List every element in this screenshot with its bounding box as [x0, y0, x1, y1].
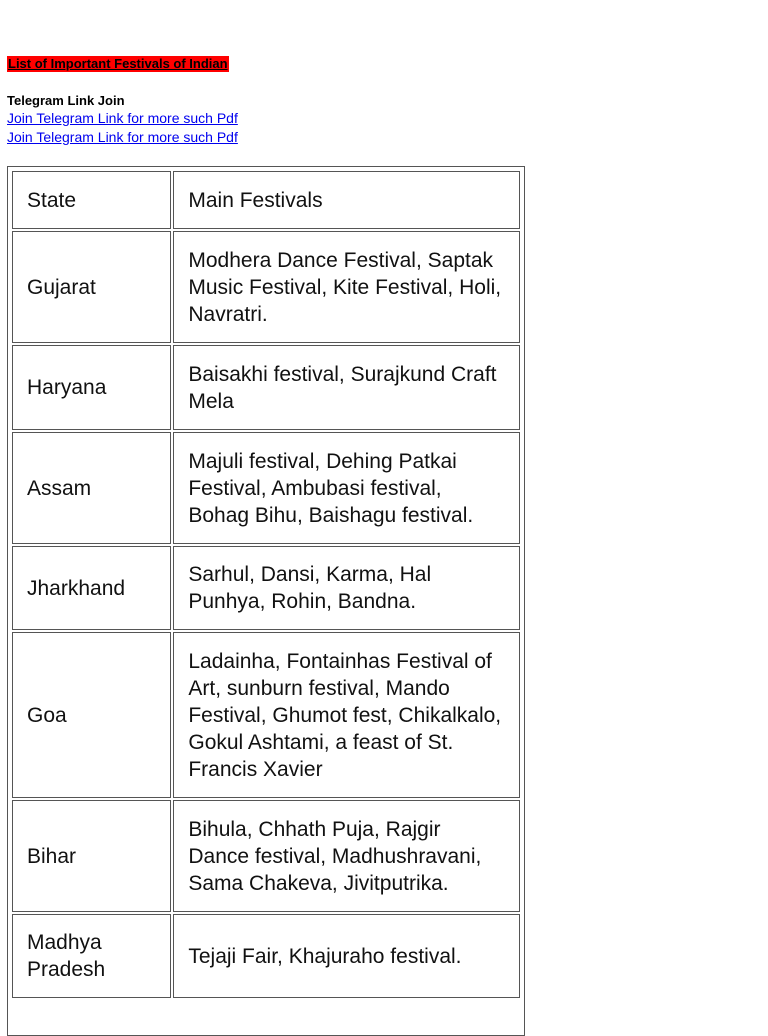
- table-row: [12, 800, 520, 912]
- table-row: [12, 914, 520, 998]
- column-header-festivals: Main Festivals: [173, 171, 520, 229]
- festivals-cell: Sarhul, Dansi, Karma, Hal Punhya, Rohin, Bandna.: [173, 546, 520, 630]
- state-cell: Madhya Pradesh: [12, 914, 171, 998]
- festivals-cell: Bihula, Chhath Puja, Rajgir Dance festival, Madhushravani, Sama Chakeva, Jivitputrika.: [173, 800, 520, 912]
- state-cell: Bihar: [12, 800, 171, 912]
- state-cell: Goa: [12, 632, 171, 798]
- state-cell: Gujarat: [12, 231, 171, 343]
- table-header-row: [12, 171, 520, 229]
- table-row: [12, 432, 520, 544]
- festival-table: [10, 169, 522, 1000]
- festival-table-container: [7, 166, 525, 1036]
- festivals-cell: Modhera Dance Festival, Saptak Music Festival, Kite Festival, Holi, Navratri.: [173, 231, 520, 343]
- festivals-cell: Baisakhi festival, Surajkund Craft Mela: [173, 345, 520, 430]
- telegram-heading: Telegram Link Join: [7, 93, 125, 108]
- telegram-link[interactable]: Join Telegram Link for more such Pdf: [7, 129, 238, 145]
- table-row: [12, 632, 520, 798]
- page-title: List of Important Festivals of Indian: [8, 56, 228, 71]
- table-row: [12, 546, 520, 630]
- festivals-cell: Tejaji Fair, Khajuraho festival.: [173, 914, 520, 998]
- table-row: [12, 345, 520, 430]
- column-header-state: State: [12, 171, 171, 229]
- festivals-cell: Majuli festival, Dehing Patkai Festival, Ambubasi festival, Bohag Bihu, Baishagu festival.: [173, 432, 520, 544]
- telegram-link[interactable]: Join Telegram Link for more such Pdf: [7, 110, 238, 126]
- table-row: [12, 231, 520, 343]
- festivals-cell: Ladainha, Fontainhas Festival of Art, sunburn festival, Mando Festival, Ghumot fest, Chikalkalo, Gokul Ashtami, a feast of St. Francis Xavier: [173, 632, 520, 798]
- state-cell: Haryana: [12, 345, 171, 430]
- state-cell: Jharkhand: [12, 546, 171, 630]
- state-cell: Assam: [12, 432, 171, 544]
